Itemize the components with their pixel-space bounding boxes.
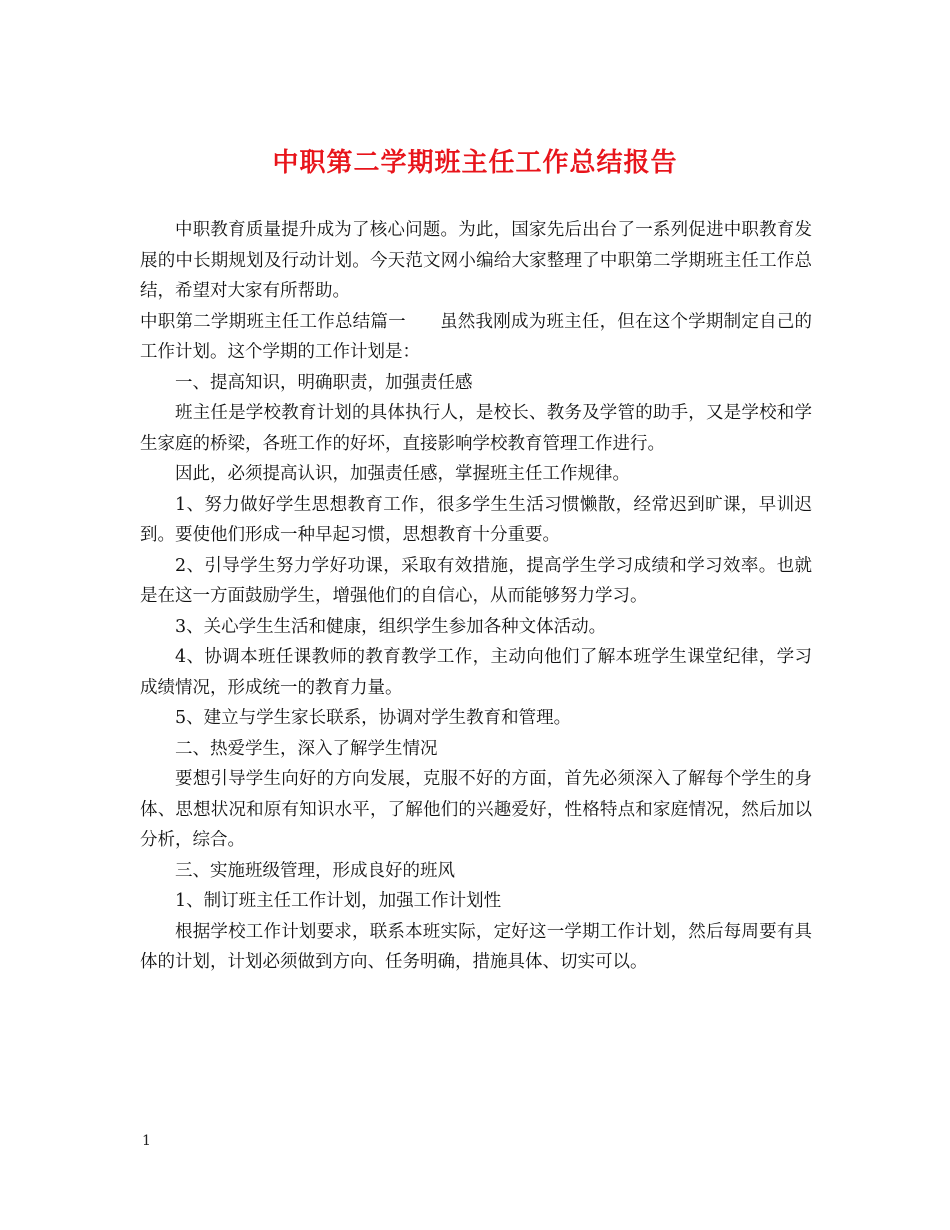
body-paragraph: 3、关心学生生活和健康，组织学生参加各种文体活动。 bbox=[175, 616, 607, 637]
document-body bbox=[140, 215, 812, 978]
document-title: 中职第二学期班主任工作总结报告 bbox=[272, 148, 678, 178]
body-paragraph: 根据学校工作计划要求，联系本班实际，定好这一学期工作计划，然后每周要有具体的计划，计划必须做到方向、任务明确，措施具体、切实可以。 bbox=[140, 921, 812, 972]
section-paragraph bbox=[140, 307, 812, 368]
body-paragraph: 三、实施班级管理，形成良好的班风 bbox=[175, 860, 455, 881]
body-paragraph: 5、建立与学生家长联系，协调对学生教育和管理。 bbox=[175, 708, 572, 728]
body-paragraph: 因此，必须提高认识，加强责任感，掌握班主任工作规律。 bbox=[175, 464, 630, 484]
body-paragraph: 1、制订班主任工作计划，加强工作计划性 bbox=[175, 891, 502, 911]
section-lead: 虽然我刚成为班主任，但在这个学期制定自己的工作计划。这个学期的工作计划是： bbox=[140, 311, 813, 362]
section-heading: 中职第二学期班主任工作总结篇一 bbox=[140, 311, 406, 332]
body-paragraph: 2、引导学生努力学好功课，采取有效措施，提高学生学习成绩和学习效率。也就是在这一方面鼓励学生，增强他们的自信心，从而能够努力学习。 bbox=[140, 555, 812, 606]
body-paragraph: 要想引导学生向好的方向发展，克服不好的方面，首先必须深入了解每个学生的身体、思想状况和原有知识水平，了解他们的兴趣爱好，性格特点和家庭情况，然后加以分析，综合。 bbox=[140, 769, 812, 850]
body-paragraph: 4、协调本班任课教师的教育教学工作，主动向他们了解本班学生课堂纪律，学习成绩情况，形成统一的教育力量。 bbox=[140, 647, 812, 698]
body-paragraph: 1、努力做好学生思想教育工作，很多学生生活习惯懒散，经常迟到旷课，早训迟到。要使他们形成一种早起习惯，思想教育十分重要。 bbox=[140, 494, 812, 545]
body-paragraph: 班主任是学校教育计划的具体执行人，是校长、教务及学管的助手，又是学校和学生家庭的桥梁，各班工作的好坏，直接影响学校教育管理工作进行。 bbox=[140, 403, 812, 454]
page-number: 1 bbox=[142, 1133, 151, 1149]
intro-paragraph: 中职教育质量提升成为了核心问题。为此，国家先后出台了一系列促进中职教育发展的中长期规划及行动计划。今天范文网小编给大家整理了中职第二学期班主任工作总结，希望对大家有所帮助。 bbox=[140, 220, 812, 301]
body-paragraph: 一、提高知识，明确职责，加强责任感 bbox=[175, 372, 473, 393]
body-paragraph: 二、热爱学生，深入了解学生情况 bbox=[175, 738, 438, 759]
